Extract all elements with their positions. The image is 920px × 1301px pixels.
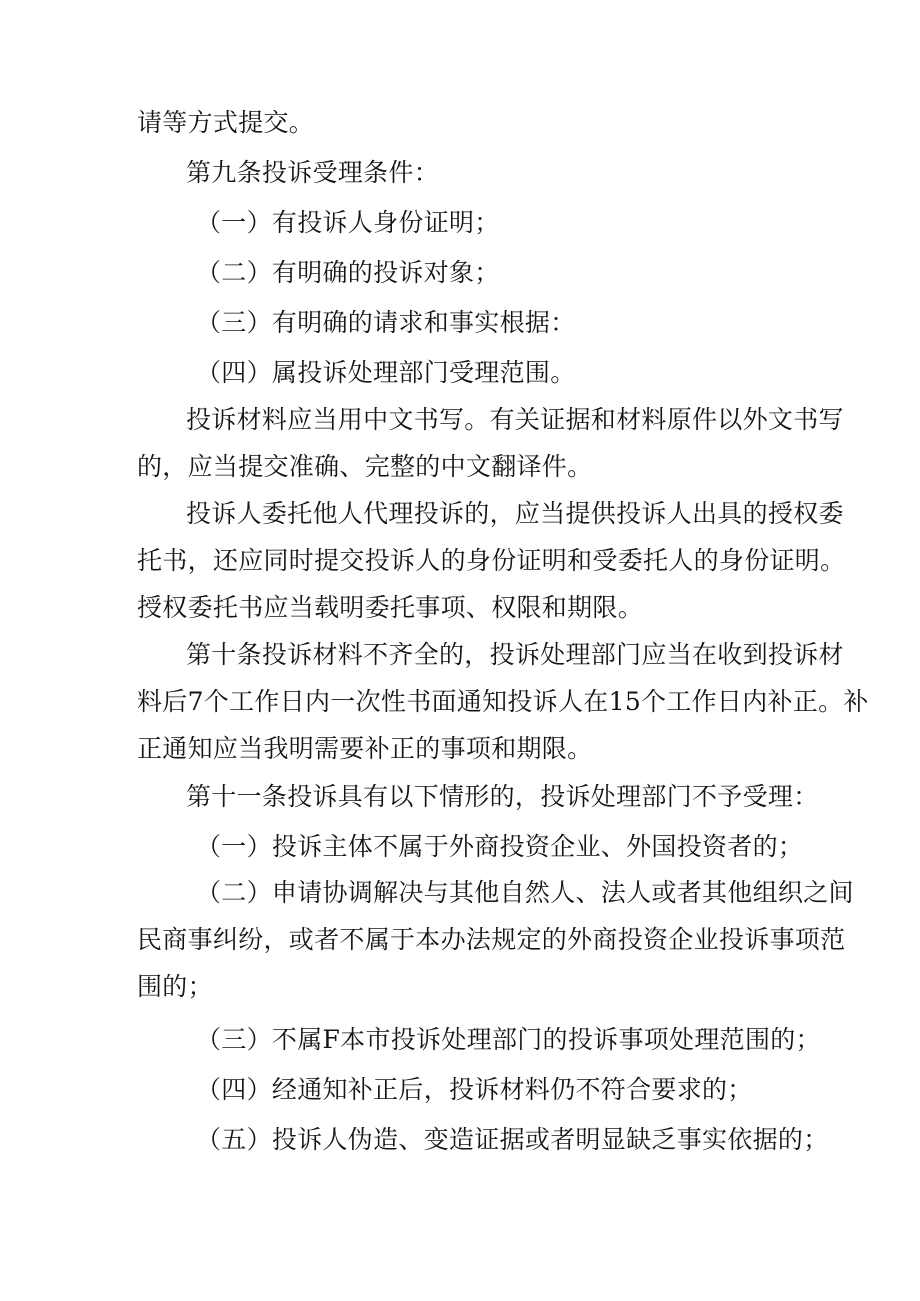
list-item: （一）有投诉人身份证明； xyxy=(196,208,500,237)
text-line: 围的； xyxy=(137,972,213,1001)
text-line: 投诉人委托他人代理投诉的，应当提供投诉人出具的授权委 xyxy=(186,499,844,528)
article-9-heading: 第九条投诉受理条件： xyxy=(186,158,440,187)
text-line: 托书，还应同时提交投诉人的身份证明和受委托人的身份证明。 xyxy=(137,546,846,575)
list-item: （三）有明确的请求和事实根据： xyxy=(196,308,576,337)
text-line: 投诉材料应当用中文书写。有关证据和材料原件以外文书写 xyxy=(186,405,844,434)
list-item: （二）申请协调解决与其他自然人、法人或者其他组织之间 xyxy=(196,878,854,907)
list-item: （四）属投诉处理部门受理范围。 xyxy=(196,358,576,387)
list-item: （二）有明确的投诉对象； xyxy=(196,258,500,287)
article-10-text: 第十条投诉材料不齐全的，投诉处理部门应当在收到投诉材 xyxy=(186,640,844,669)
text-line: 料后7个工作日内一次性书面通知投诉人在15个工作日内补正。补 xyxy=(137,687,869,716)
text-line: 民商事纠纷，或者不属于本办法规定的外商投资企业投诉事项范 xyxy=(137,925,846,954)
text-line: 正通知应当我明需要补正的事项和期限。 xyxy=(137,734,593,763)
text-line: 的，应当提交准确、完整的中文翻译件。 xyxy=(137,452,593,481)
list-item: （四）经通知补正后，投诉材料仍不符合要求的； xyxy=(196,1075,753,1104)
article-11-heading: 第十一条投诉具有以下情形的，投诉处理部门不予受理： xyxy=(186,782,819,811)
list-item: （五）投诉人伪造、变造证据或者明显缺乏事实依据的； xyxy=(196,1125,829,1154)
list-item: （一）投诉主体不属于外商投资企业、外国投资者的； xyxy=(196,832,804,861)
text-line: 授权委托书应当载明委托事项、权限和期限。 xyxy=(137,593,644,622)
text-line: 请等方式提交。 xyxy=(137,108,315,137)
list-item: （三）不属F本市投诉处理部门的投诉事项处理范围的； xyxy=(196,1025,821,1054)
